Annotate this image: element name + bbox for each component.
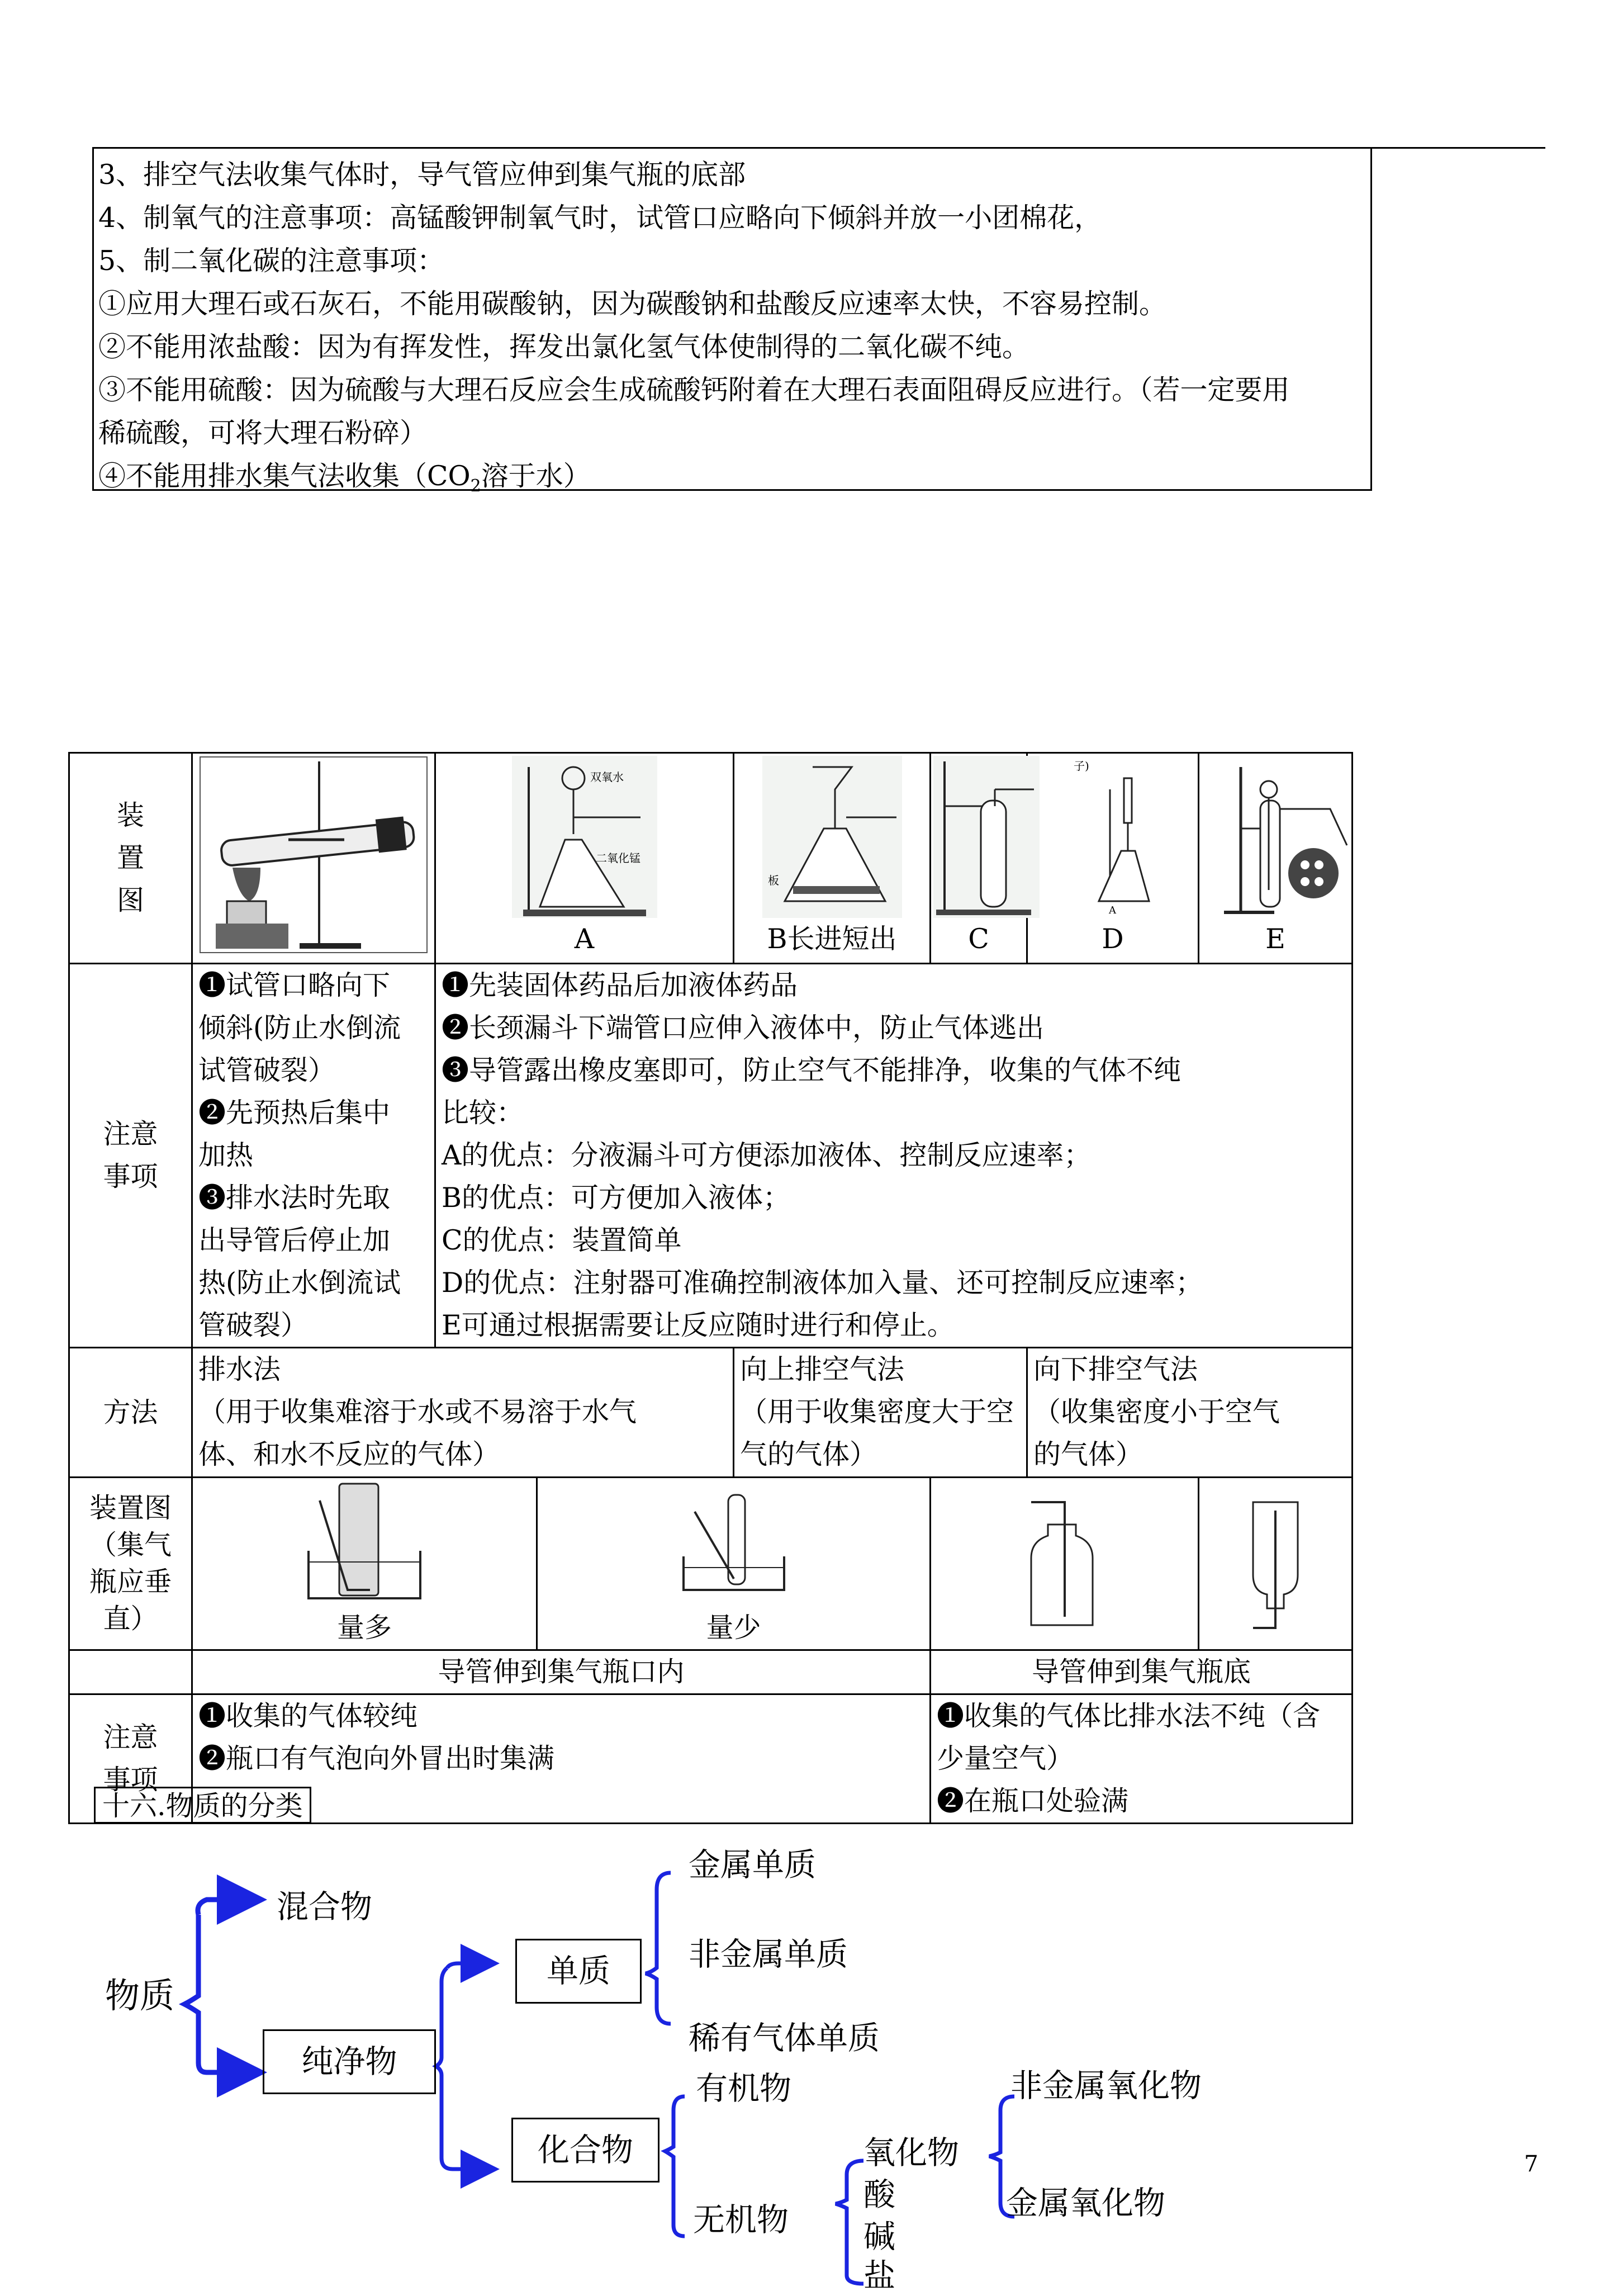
page-number: 7 bbox=[1524, 2151, 1539, 2177]
fig-water-small bbox=[537, 1478, 931, 1650]
label-c: C bbox=[968, 923, 989, 955]
tube-into-mouth: 导管伸到集气瓶口内 bbox=[192, 1650, 931, 1694]
label-b: B长进短出 bbox=[767, 923, 897, 955]
water-trough-small-icon bbox=[672, 1478, 795, 1607]
row-header-method: 方法 bbox=[69, 1348, 192, 1478]
note-line: ①应用大理石或石灰石，不能用碳酸钠，因为碳酸钠和盐酸反应速率太快，不容易控制。 bbox=[98, 288, 1167, 320]
note-line: 3、排空气法收集气体时，导气管应伸到集气瓶的底部 bbox=[98, 159, 746, 191]
fig-c bbox=[931, 753, 1027, 964]
method-downward-air: 向下排空气法 （收集密度小于空气 的气体） bbox=[1027, 1348, 1353, 1478]
empty-cell bbox=[69, 1650, 192, 1694]
tree-pure: 纯净物 bbox=[263, 2029, 436, 2094]
svg-text:二氧化锰: 二氧化锰 bbox=[595, 851, 640, 865]
tree-nonmetal-oxide: 非金属氧化物 bbox=[1010, 2067, 1202, 2104]
tree-root: 物质 bbox=[105, 1975, 175, 2016]
caption-small: 量少 bbox=[706, 1612, 761, 1644]
fig-d bbox=[1027, 753, 1199, 964]
tree-mixture: 混合物 bbox=[277, 1888, 372, 1925]
section-title: 十六.物质的分类 bbox=[94, 1787, 311, 1824]
tree-inorganic: 无机物 bbox=[693, 2202, 789, 2238]
note-line: 稀硫酸，可将大理石粉碎） bbox=[98, 417, 428, 449]
label-e: E bbox=[1265, 923, 1285, 955]
tree-acid: 酸 bbox=[863, 2176, 895, 2213]
note-line: ③不能用硫酸：因为硫酸与大理石反应会生成硫酸钙附着在大理石表面阻碍反应进行。（若一定要用 bbox=[98, 374, 1290, 406]
method-water-displacement: 排水法 （用于收集难溶于水或不易溶于水气 体、和水不反应的气体） bbox=[192, 1348, 734, 1478]
fig-water-large bbox=[192, 1478, 537, 1650]
tube-to-bottom: 导管伸到集气瓶底 bbox=[931, 1650, 1353, 1694]
note-line: 5、制二氧化碳的注意事项： bbox=[98, 245, 445, 277]
label-a: A bbox=[574, 923, 595, 955]
fig-e bbox=[1199, 753, 1353, 964]
fig-b bbox=[734, 753, 931, 964]
heating-notes: ❶试管口略向下 倾斜(防止水倒流 试管破裂） ❷先预热后集中 加热 ❸排水法时先取 出导管后停止加 热(防止水倒流试 管破裂） bbox=[192, 964, 435, 1348]
row-header-apparatus: 装置图 bbox=[69, 753, 192, 964]
tree-noble-gas: 稀有气体单质 bbox=[689, 2020, 880, 2057]
upward-air-bottle-icon bbox=[1009, 1491, 1121, 1636]
svg-text:A: A bbox=[1109, 905, 1116, 916]
fig-downward bbox=[1199, 1478, 1353, 1650]
liquid-solid-notes: ❶先装固体药品后加液体药品 ❷长颈漏斗下端管口应伸入液体中，防止气体逃出 ❸导管露出橡皮塞即可，防止空气不能排净，收集的气体不纯 比较： A的优点：分液漏斗可方便添加液体、控制反应速率； B的优点：可方便加入液体； C的优点：装置简单 D的优点：注射器可准确控制液体加入量、还可控制反应速率； E可通过根据需要让反应随时进行和停止。 bbox=[435, 964, 1353, 1348]
notes-box bbox=[92, 149, 1372, 496]
water-trough-large-icon bbox=[297, 1478, 431, 1607]
downward-air-bottle-icon bbox=[1220, 1491, 1331, 1636]
row-header-notes-2: 注意 事项 bbox=[69, 1694, 192, 1824]
tree-salt: 盐 bbox=[863, 2257, 895, 2294]
svg-text:双氧水: 双氧水 bbox=[590, 770, 624, 784]
tree-metal-element: 金属单质 bbox=[689, 1847, 816, 1883]
fig-heating-tube bbox=[192, 753, 435, 964]
air-method-notes: ❶收集的气体比排水法不纯（含少量空气） ❷在瓶口处验满 bbox=[931, 1694, 1353, 1824]
row-header-notes: 注意事项 bbox=[69, 964, 192, 1348]
caption-large: 量多 bbox=[336, 1612, 392, 1644]
tree-base: 碱 bbox=[863, 2218, 895, 2255]
fig-upward bbox=[931, 1478, 1199, 1650]
row-header-collection-fig: 装置图 （集气 瓶应垂 直） bbox=[69, 1478, 192, 1650]
heating-apparatus-icon bbox=[199, 756, 428, 954]
syringe-flask-apparatus-icon bbox=[1071, 756, 1155, 918]
tree-nonmetal-element: 非金属单质 bbox=[689, 1936, 848, 1973]
note-line-co2: ④不能用排水集气法收集（$CO_2$溶于水） bbox=[98, 460, 591, 496]
tree-metal-oxide: 金属氧化物 bbox=[1006, 2185, 1165, 2222]
tree-organic: 有机物 bbox=[696, 2070, 791, 2107]
start-stop-apparatus-icon bbox=[1202, 756, 1353, 918]
test-tube-apparatus-icon bbox=[933, 756, 1040, 918]
note-line: 4、制氧气的注意事项：高锰酸钾制氧气时，试管口应略向下倾斜并放一小团棉花， bbox=[98, 202, 1102, 234]
tree-oxide: 氧化物 bbox=[863, 2134, 959, 2171]
note-line: ②不能用浓盐酸：因为有挥发性，挥发出氯化氢气体使制得的二氧化碳不纯。 bbox=[98, 331, 1030, 363]
svg-text:子): 子) bbox=[1074, 759, 1089, 773]
flask-funnel-apparatus-icon bbox=[512, 756, 657, 918]
tree-element: 单质 bbox=[515, 1939, 642, 2004]
long-neck-funnel-apparatus-icon bbox=[762, 756, 902, 918]
tree-compound: 化合物 bbox=[511, 2118, 659, 2183]
method-upward-air: 向上排空气法 （用于收集密度大于空 气的气体） bbox=[734, 1348, 1027, 1478]
apparatus-table bbox=[68, 752, 1353, 1824]
water-method-notes: ❶收集的气体较纯 ❷瓶口有气泡向外冒出时集满 bbox=[192, 1694, 931, 1824]
fig-a bbox=[435, 753, 734, 964]
label-d: D bbox=[1102, 923, 1124, 955]
svg-text:板: 板 bbox=[767, 874, 779, 887]
